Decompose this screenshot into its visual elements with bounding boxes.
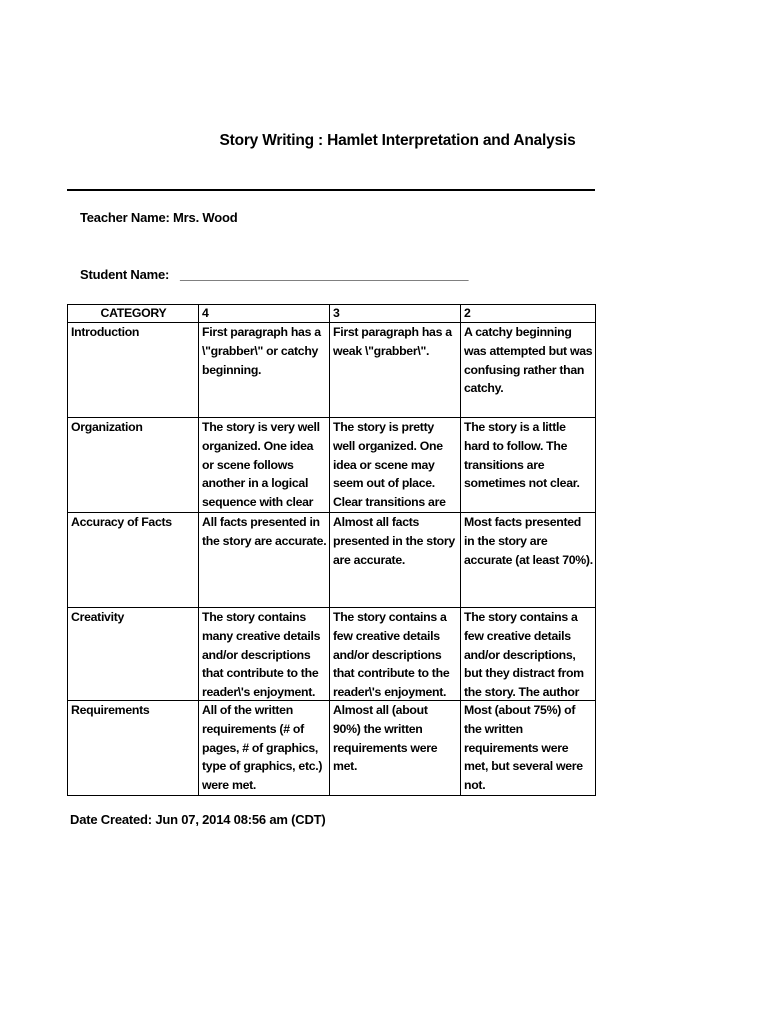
student-name-row (80, 267, 469, 282)
cell-score-2: A catchy beginning was attempted but was confusing rather than catchy. (461, 323, 596, 418)
table-header-row (68, 305, 596, 323)
cell-score-3: The story is pretty well organized. One idea or scene may seem out of place. Clear transitions are (330, 418, 461, 513)
cell-score-4: All of the written requirements (# of pages, # of graphics, type of graphics, etc.) were met. (199, 701, 330, 796)
cell-score-4: First paragraph has a \"grabber\" or catchy beginning. (199, 323, 330, 418)
table-row (68, 608, 596, 701)
rubric-table (67, 304, 596, 796)
cell-score-2: Most facts presented in the story are accurate (at least 70%). (461, 513, 596, 608)
cell-score-3: The story contains a few creative details and/or descriptions that contribute to the reader\'s enjoyment. (330, 608, 461, 701)
header-score-2: 2 (461, 305, 596, 323)
table-row (68, 701, 596, 796)
row-category: Creativity (68, 608, 199, 701)
row-category: Requirements (68, 701, 199, 796)
header-category: CATEGORY (68, 305, 199, 323)
cell-score-3: Almost all facts presented in the story are accurate. (330, 513, 461, 608)
header-score-3: 3 (330, 305, 461, 323)
header-score-4: 4 (199, 305, 330, 323)
student-name-label: Student Name: (80, 267, 170, 282)
page-title: Story Writing : Hamlet Interpretation and Analysis (219, 132, 576, 149)
cell-score-2: Most (about 75%) of the written requirements were met, but several were not. (461, 701, 596, 796)
cell-score-2: The story contains a few creative details and/or descriptions, but they distract from the story. The author (461, 608, 596, 701)
table-row (68, 418, 596, 513)
cell-score-2: The story is a little hard to follow. The transitions are sometimes not clear. (461, 418, 596, 513)
cell-score-3: First paragraph has a weak \"grabber\". (330, 323, 461, 418)
title-divider (67, 189, 595, 191)
row-category: Organization (68, 418, 199, 513)
row-category: Introduction (68, 323, 199, 418)
date-created: Date Created: Jun 07, 2014 08:56 am (CDT) (70, 812, 326, 827)
student-name-blank: _________________________________________ (180, 267, 469, 282)
cell-score-3: Almost all (about 90%) the written requirements were met. (330, 701, 461, 796)
cell-score-4: The story is very well organized. One idea or scene follows another in a logical sequence with clear (199, 418, 330, 513)
cell-score-4: The story contains many creative details and/or descriptions that contribute to the reader\'s enjoyment. (199, 608, 330, 701)
table-row (68, 323, 596, 418)
row-category: Accuracy of Facts (68, 513, 199, 608)
cell-score-4: All facts presented in the story are accurate. (199, 513, 330, 608)
teacher-name: Teacher Name: Mrs. Wood (80, 210, 238, 225)
table-row (68, 513, 596, 608)
